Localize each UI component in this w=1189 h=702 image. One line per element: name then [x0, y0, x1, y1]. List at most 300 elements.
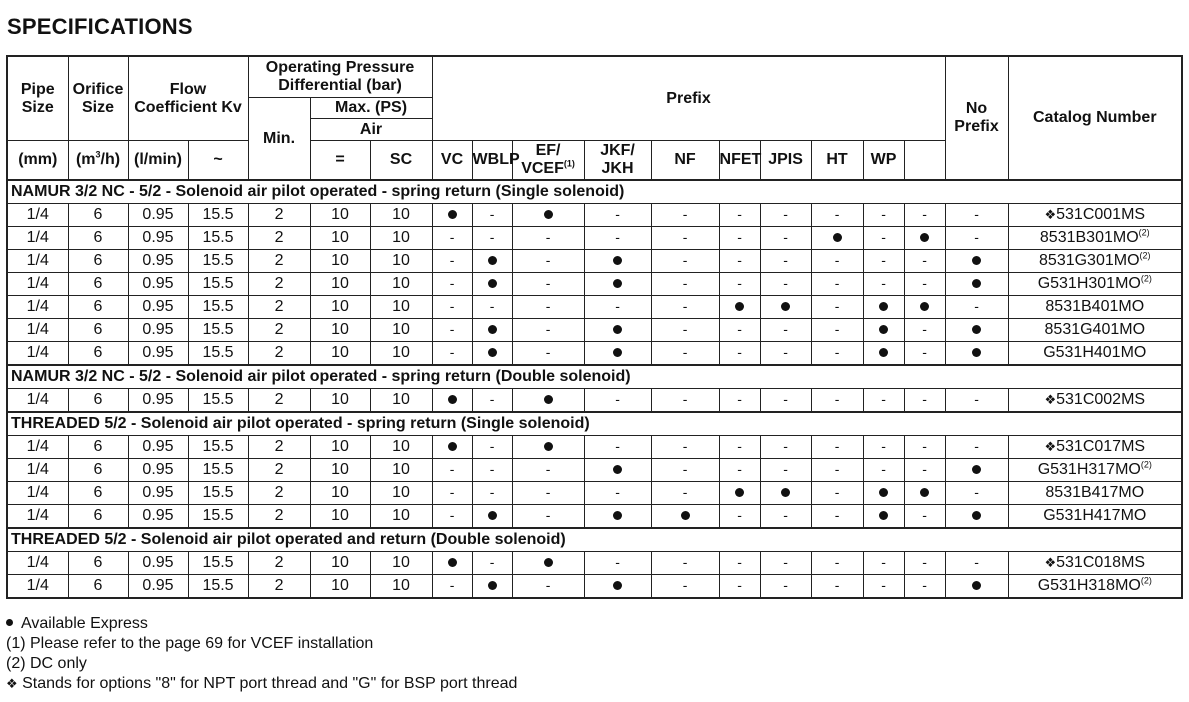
cell-prefix-jkf-jkh: -	[651, 459, 719, 482]
cell-prefix-sc: -	[432, 575, 472, 599]
cell-pipe-size: 1/4	[7, 273, 68, 296]
section-title: NAMUR 3/2 NC - 5/2 - Solenoid air pilot operated - spring return (Single solenoid)	[7, 180, 1182, 204]
cell-pressure-max-ac: 10	[310, 319, 370, 342]
cell-flow-lmin: 15.5	[188, 389, 248, 413]
cell-prefix-sc: -	[432, 459, 472, 482]
cell-orifice-size: 6	[68, 459, 128, 482]
cell-pressure-max-ac: 10	[310, 575, 370, 599]
available-dot-icon	[920, 302, 929, 311]
cell-prefix-wblp: -	[512, 482, 584, 505]
cell-pressure-min: 2	[248, 436, 310, 459]
cell-prefix-jkf-jkh: -	[651, 273, 719, 296]
cell-flow-m3h: 0.95	[128, 505, 188, 529]
cell-pressure-max-ac: 10	[310, 482, 370, 505]
cell-orifice-size: 6	[68, 319, 128, 342]
cell-prefix-ef-vcef	[584, 250, 651, 273]
footnotes	[6, 614, 517, 694]
cell-pressure-min: 2	[248, 575, 310, 599]
section-title: THREADED 5/2 - Solenoid air pilot operated and return (Double solenoid)	[7, 528, 1182, 552]
cell-prefix-vc	[472, 505, 512, 529]
available-dot-icon	[544, 210, 553, 219]
table-row	[7, 273, 1182, 296]
cell-flow-lmin: 15.5	[188, 273, 248, 296]
cell-prefix-jpis: -	[811, 204, 863, 227]
cell-prefix-sc: -	[432, 319, 472, 342]
table-row	[7, 319, 1182, 342]
cell-prefix-ht	[863, 482, 904, 505]
cell-prefix-nf: -	[719, 459, 760, 482]
cell-prefix-ef-vcef	[584, 575, 651, 599]
col-operating-pressure: Operating Pressure Differential (bar)	[248, 56, 432, 98]
cell-flow-m3h: 0.95	[128, 482, 188, 505]
available-dot-icon	[448, 558, 457, 567]
cell-prefix-ef-vcef: -	[584, 389, 651, 413]
section-row	[7, 528, 1182, 552]
prefix-wp: WP	[863, 141, 904, 181]
cell-pipe-size: 1/4	[7, 505, 68, 529]
cell-pressure-min: 2	[248, 250, 310, 273]
diamond-icon: ❖	[6, 676, 18, 691]
cell-prefix-jkf-jkh	[651, 505, 719, 529]
cell-prefix-ef-vcef: -	[584, 552, 651, 575]
cell-prefix-jkf-jkh: -	[651, 227, 719, 250]
cell-prefix-wblp: -	[512, 575, 584, 599]
cell-flow-lmin: 15.5	[188, 204, 248, 227]
available-dot-icon	[972, 256, 981, 265]
cell-pressure-max-ac: 10	[310, 389, 370, 413]
cell-pressure-max-dc: 10	[370, 482, 432, 505]
cell-prefix-ht: -	[863, 459, 904, 482]
cell-prefix-wp: -	[904, 204, 945, 227]
section-row	[7, 365, 1182, 389]
cell-prefix-nfet: -	[760, 575, 811, 599]
cell-pipe-size: 1/4	[7, 459, 68, 482]
prefix-sc: SC	[370, 141, 432, 181]
table-row	[7, 389, 1182, 413]
cell-orifice-size: 6	[68, 342, 128, 366]
available-dot-icon	[879, 302, 888, 311]
available-dot-icon	[448, 395, 457, 404]
cell-pipe-size: 1/4	[7, 575, 68, 599]
available-dot-icon	[681, 511, 690, 520]
cell-prefix-jkf-jkh: -	[651, 482, 719, 505]
cell-prefix-wblp	[512, 552, 584, 575]
cell-prefix-wp: -	[904, 459, 945, 482]
available-dot-icon	[972, 581, 981, 590]
cell-flow-lmin: 15.5	[188, 505, 248, 529]
available-dot-icon	[972, 325, 981, 334]
cell-flow-m3h: 0.95	[128, 227, 188, 250]
cell-flow-lmin: 15.5	[188, 459, 248, 482]
cell-pressure-max-dc: 10	[370, 296, 432, 319]
cell-no-prefix: -	[945, 227, 1008, 250]
cell-pressure-min: 2	[248, 505, 310, 529]
cell-prefix-wp: -	[904, 250, 945, 273]
cell-prefix-vc	[472, 575, 512, 599]
cell-prefix-jkf-jkh: -	[651, 204, 719, 227]
cell-flow-lmin: 15.5	[188, 227, 248, 250]
cell-prefix-jkf-jkh: -	[651, 250, 719, 273]
cell-prefix-wblp: -	[512, 459, 584, 482]
cell-pressure-max-dc: 10	[370, 319, 432, 342]
cell-orifice-size: 6	[68, 482, 128, 505]
table-body	[7, 180, 1182, 598]
cell-pressure-max-ac: 10	[310, 436, 370, 459]
cell-prefix-sc: -	[432, 296, 472, 319]
cell-prefix-ef-vcef	[584, 273, 651, 296]
table-row	[7, 552, 1182, 575]
cell-pipe-size: 1/4	[7, 552, 68, 575]
prefix-jkf-jkh: JKF/ JKH	[584, 141, 651, 181]
cell-prefix-vc: -	[472, 436, 512, 459]
available-dot-icon	[735, 488, 744, 497]
cell-catalog-number: ❖531C017MS	[1008, 436, 1182, 459]
available-dot-icon	[488, 325, 497, 334]
cell-pressure-max-dc: 10	[370, 227, 432, 250]
cell-prefix-jpis: -	[811, 552, 863, 575]
available-dot-icon	[613, 256, 622, 265]
available-dot-icon	[920, 233, 929, 242]
cell-pressure-min: 2	[248, 389, 310, 413]
cell-pressure-min: 2	[248, 482, 310, 505]
cell-prefix-sc	[432, 204, 472, 227]
cell-prefix-wblp: -	[512, 250, 584, 273]
available-dot-icon	[613, 279, 622, 288]
cell-pressure-min: 2	[248, 273, 310, 296]
cell-orifice-size: 6	[68, 296, 128, 319]
cell-prefix-nfet	[760, 482, 811, 505]
cell-orifice-size: 6	[68, 227, 128, 250]
col-catalog-number: Catalog Number	[1008, 56, 1182, 180]
cell-prefix-nfet: -	[760, 319, 811, 342]
available-dot-icon	[613, 465, 622, 474]
cell-prefix-nf: -	[719, 436, 760, 459]
cell-prefix-jpis: -	[811, 389, 863, 413]
cell-prefix-wp: -	[904, 273, 945, 296]
col-prefix: Prefix	[432, 56, 945, 141]
section-row	[7, 180, 1182, 204]
cell-prefix-nfet: -	[760, 436, 811, 459]
cell-orifice-size: 6	[68, 505, 128, 529]
cell-prefix-vc	[472, 319, 512, 342]
cell-flow-m3h: 0.95	[128, 575, 188, 599]
cell-prefix-nf: -	[719, 204, 760, 227]
cell-pressure-min: 2	[248, 319, 310, 342]
cell-flow-m3h: 0.95	[128, 250, 188, 273]
cell-catalog-number: G531H417MO	[1008, 505, 1182, 529]
cell-pipe-size: 1/4	[7, 436, 68, 459]
cell-flow-lmin: 15.5	[188, 482, 248, 505]
cell-prefix-ht	[863, 505, 904, 529]
cell-prefix-nf: -	[719, 342, 760, 366]
cell-prefix-nf: -	[719, 250, 760, 273]
prefix-jpis: JPIS	[760, 141, 811, 181]
cell-flow-m3h: 0.95	[128, 342, 188, 366]
dc-symbol: =	[310, 141, 370, 181]
section-title: NAMUR 3/2 NC - 5/2 - Solenoid air pilot operated - spring return (Double solenoid)	[7, 365, 1182, 389]
prefix-ef-vcef: EF/ VCEF$^{(1)}$	[512, 141, 584, 181]
cell-flow-m3h: 0.95	[128, 273, 188, 296]
cell-prefix-sc	[432, 389, 472, 413]
cell-flow-m3h: 0.95	[128, 552, 188, 575]
cell-prefix-nfet: -	[760, 273, 811, 296]
cell-prefix-vc: -	[472, 459, 512, 482]
cell-catalog-number: G531H401MO	[1008, 342, 1182, 366]
cell-flow-m3h: 0.95	[128, 436, 188, 459]
cell-prefix-nfet: -	[760, 505, 811, 529]
cell-catalog-number: 8531G401MO	[1008, 319, 1182, 342]
available-dot-icon	[972, 511, 981, 520]
cell-flow-lmin: 15.5	[188, 296, 248, 319]
cell-flow-lmin: 15.5	[188, 319, 248, 342]
cell-no-prefix	[945, 273, 1008, 296]
cell-prefix-nfet: -	[760, 250, 811, 273]
cell-pressure-max-dc: 10	[370, 505, 432, 529]
cell-flow-m3h: 0.95	[128, 459, 188, 482]
cell-prefix-jpis: -	[811, 319, 863, 342]
cell-pipe-size: 1/4	[7, 227, 68, 250]
cell-prefix-wp: -	[904, 575, 945, 599]
available-dot-icon	[920, 488, 929, 497]
available-dot-icon	[613, 325, 622, 334]
cell-prefix-ef-vcef	[584, 459, 651, 482]
table-row	[7, 436, 1182, 459]
cell-no-prefix: -	[945, 296, 1008, 319]
cell-orifice-size: 6	[68, 575, 128, 599]
cell-prefix-nf: -	[719, 552, 760, 575]
cell-pressure-min: 2	[248, 296, 310, 319]
section-title: THREADED 5/2 - Solenoid air pilot operated - spring return (Single solenoid)	[7, 412, 1182, 436]
available-dot-icon	[781, 302, 790, 311]
cell-prefix-wblp: -	[512, 342, 584, 366]
cell-prefix-ef-vcef	[584, 319, 651, 342]
cell-prefix-ht: -	[863, 250, 904, 273]
available-dot-icon	[879, 348, 888, 357]
available-dot-icon	[544, 558, 553, 567]
cell-prefix-vc: -	[472, 482, 512, 505]
cell-prefix-wblp: -	[512, 296, 584, 319]
cell-prefix-wblp	[512, 389, 584, 413]
cell-prefix-vc	[472, 250, 512, 273]
cell-prefix-nfet: -	[760, 389, 811, 413]
cell-pressure-max-ac: 10	[310, 250, 370, 273]
cell-no-prefix	[945, 575, 1008, 599]
available-dot-icon	[972, 465, 981, 474]
table-row	[7, 250, 1182, 273]
col-air: Air	[310, 119, 432, 141]
cell-flow-lmin: 15.5	[188, 250, 248, 273]
cell-prefix-ht: -	[863, 552, 904, 575]
cell-pressure-max-dc: 10	[370, 575, 432, 599]
cell-prefix-vc: -	[472, 389, 512, 413]
cell-pressure-min: 2	[248, 342, 310, 366]
cell-prefix-ef-vcef: -	[584, 436, 651, 459]
cell-prefix-sc	[432, 552, 472, 575]
cell-pressure-max-dc: 10	[370, 389, 432, 413]
cell-pressure-max-dc: 10	[370, 552, 432, 575]
section-row	[7, 412, 1182, 436]
cell-pressure-max-ac: 10	[310, 459, 370, 482]
cell-pressure-max-ac: 10	[310, 342, 370, 366]
cell-no-prefix: -	[945, 436, 1008, 459]
cell-catalog-number: G531H317MO$^{(2)}$	[1008, 459, 1182, 482]
cell-prefix-nf: -	[719, 389, 760, 413]
cell-pipe-size: 1/4	[7, 389, 68, 413]
table-row	[7, 342, 1182, 366]
available-dot-icon	[488, 511, 497, 520]
cell-prefix-nf: -	[719, 575, 760, 599]
cell-flow-lmin: 15.5	[188, 552, 248, 575]
cell-prefix-jpis: -	[811, 273, 863, 296]
cell-no-prefix	[945, 342, 1008, 366]
cell-flow-m3h: 0.95	[128, 204, 188, 227]
available-dot-icon	[613, 581, 622, 590]
cell-prefix-wblp: -	[512, 227, 584, 250]
cell-prefix-wblp: -	[512, 273, 584, 296]
cell-catalog-number: G531H301MO$^{(2)}$	[1008, 273, 1182, 296]
cell-prefix-jkf-jkh: -	[651, 389, 719, 413]
cell-prefix-nf: -	[719, 227, 760, 250]
cell-pressure-max-ac: 10	[310, 273, 370, 296]
prefix-nfet: NFET	[719, 141, 760, 181]
cell-no-prefix: -	[945, 204, 1008, 227]
cell-prefix-jkf-jkh: -	[651, 296, 719, 319]
cell-prefix-ht: -	[863, 227, 904, 250]
cell-prefix-vc: -	[472, 552, 512, 575]
cell-flow-m3h: 0.95	[128, 319, 188, 342]
prefix-wblp: WBLP	[472, 141, 512, 181]
cell-prefix-nfet: -	[760, 552, 811, 575]
cell-prefix-vc	[472, 273, 512, 296]
cell-prefix-vc	[472, 342, 512, 366]
cell-prefix-wp	[904, 482, 945, 505]
table-row	[7, 575, 1182, 599]
available-dot-icon	[448, 442, 457, 451]
cell-pipe-size: 1/4	[7, 319, 68, 342]
cell-orifice-size: 6	[68, 250, 128, 273]
col-no-prefix: No Prefix	[945, 56, 1008, 180]
cell-prefix-sc	[432, 436, 472, 459]
cell-prefix-nf: -	[719, 505, 760, 529]
unit-mm: (mm)	[7, 141, 68, 181]
available-dot-icon	[488, 348, 497, 357]
cell-pressure-max-ac: 10	[310, 505, 370, 529]
cell-prefix-jkf-jkh: -	[651, 319, 719, 342]
available-dot-icon	[781, 488, 790, 497]
cell-prefix-wp: -	[904, 552, 945, 575]
note-express: Available Express	[6, 614, 517, 634]
unit-lmin: (l/min)	[128, 141, 188, 181]
available-dot-icon	[544, 442, 553, 451]
table-row	[7, 459, 1182, 482]
cell-prefix-jpis: -	[811, 342, 863, 366]
table-row	[7, 296, 1182, 319]
diamond-icon: ❖	[1044, 555, 1057, 571]
cell-pipe-size: 1/4	[7, 296, 68, 319]
cell-prefix-jkf-jkh: -	[651, 575, 719, 599]
cell-prefix-sc: -	[432, 250, 472, 273]
cell-no-prefix	[945, 250, 1008, 273]
cell-pressure-max-dc: 10	[370, 459, 432, 482]
cell-prefix-nf: -	[719, 319, 760, 342]
cell-flow-lmin: 15.5	[188, 342, 248, 366]
cell-prefix-wp: -	[904, 342, 945, 366]
table-row	[7, 482, 1182, 505]
cell-orifice-size: 6	[68, 204, 128, 227]
col-orifice-size: Orifice Size	[68, 56, 128, 141]
cell-catalog-number: G531H318MO$^{(2)}$	[1008, 575, 1182, 599]
col-pipe-size: Pipe Size	[7, 56, 68, 141]
available-dot-icon	[972, 348, 981, 357]
cell-prefix-vc: -	[472, 227, 512, 250]
cell-prefix-wp	[904, 227, 945, 250]
diamond-icon: ❖	[1044, 392, 1057, 408]
cell-prefix-wp: -	[904, 389, 945, 413]
cell-no-prefix	[945, 505, 1008, 529]
cell-prefix-nfet: -	[760, 204, 811, 227]
cell-prefix-nfet: -	[760, 342, 811, 366]
cell-prefix-ef-vcef: -	[584, 204, 651, 227]
cell-pressure-max-dc: 10	[370, 273, 432, 296]
cell-prefix-ef-vcef	[584, 342, 651, 366]
cell-flow-lmin: 15.5	[188, 436, 248, 459]
cell-prefix-ht: -	[863, 389, 904, 413]
cell-pressure-max-dc: 10	[370, 250, 432, 273]
cell-pressure-max-dc: 10	[370, 436, 432, 459]
available-dot-icon	[972, 279, 981, 288]
cell-prefix-ht: -	[863, 273, 904, 296]
cell-prefix-jpis: -	[811, 296, 863, 319]
cell-no-prefix: -	[945, 482, 1008, 505]
cell-prefix-jpis: -	[811, 575, 863, 599]
available-dot-icon	[488, 279, 497, 288]
specifications-table	[6, 55, 1183, 599]
unit-m3h: $(m^3/h)$	[68, 141, 128, 181]
cell-prefix-nfet: -	[760, 227, 811, 250]
available-dot-icon	[544, 395, 553, 404]
available-dot-icon	[488, 581, 497, 590]
cell-prefix-ht	[863, 342, 904, 366]
cell-prefix-wp	[904, 296, 945, 319]
cell-catalog-number: ❖531C002MS	[1008, 389, 1182, 413]
available-dot-icon	[879, 511, 888, 520]
cell-prefix-sc: -	[432, 482, 472, 505]
cell-no-prefix	[945, 459, 1008, 482]
cell-prefix-jpis: -	[811, 482, 863, 505]
cell-prefix-vc: -	[472, 296, 512, 319]
available-dot-icon	[448, 210, 457, 219]
cell-prefix-jpis: -	[811, 505, 863, 529]
cell-catalog-number: 8531B301MO$^{(2)}$	[1008, 227, 1182, 250]
table-row	[7, 204, 1182, 227]
cell-prefix-jkf-jkh: -	[651, 552, 719, 575]
diamond-icon: ❖	[1044, 207, 1057, 223]
cell-prefix-nf: -	[719, 273, 760, 296]
cell-pressure-max-ac: 10	[310, 552, 370, 575]
cell-prefix-jkf-jkh: -	[651, 342, 719, 366]
available-dot-icon	[833, 233, 842, 242]
available-dot-icon	[613, 511, 622, 520]
cell-pressure-min: 2	[248, 459, 310, 482]
prefix-ht: HT	[811, 141, 863, 181]
available-dot-icon	[488, 256, 497, 265]
cell-prefix-sc: -	[432, 505, 472, 529]
cell-pressure-min: 2	[248, 552, 310, 575]
cell-pipe-size: 1/4	[7, 342, 68, 366]
cell-prefix-ef-vcef: -	[584, 296, 651, 319]
express-dot-icon	[6, 619, 13, 626]
cell-no-prefix: -	[945, 389, 1008, 413]
